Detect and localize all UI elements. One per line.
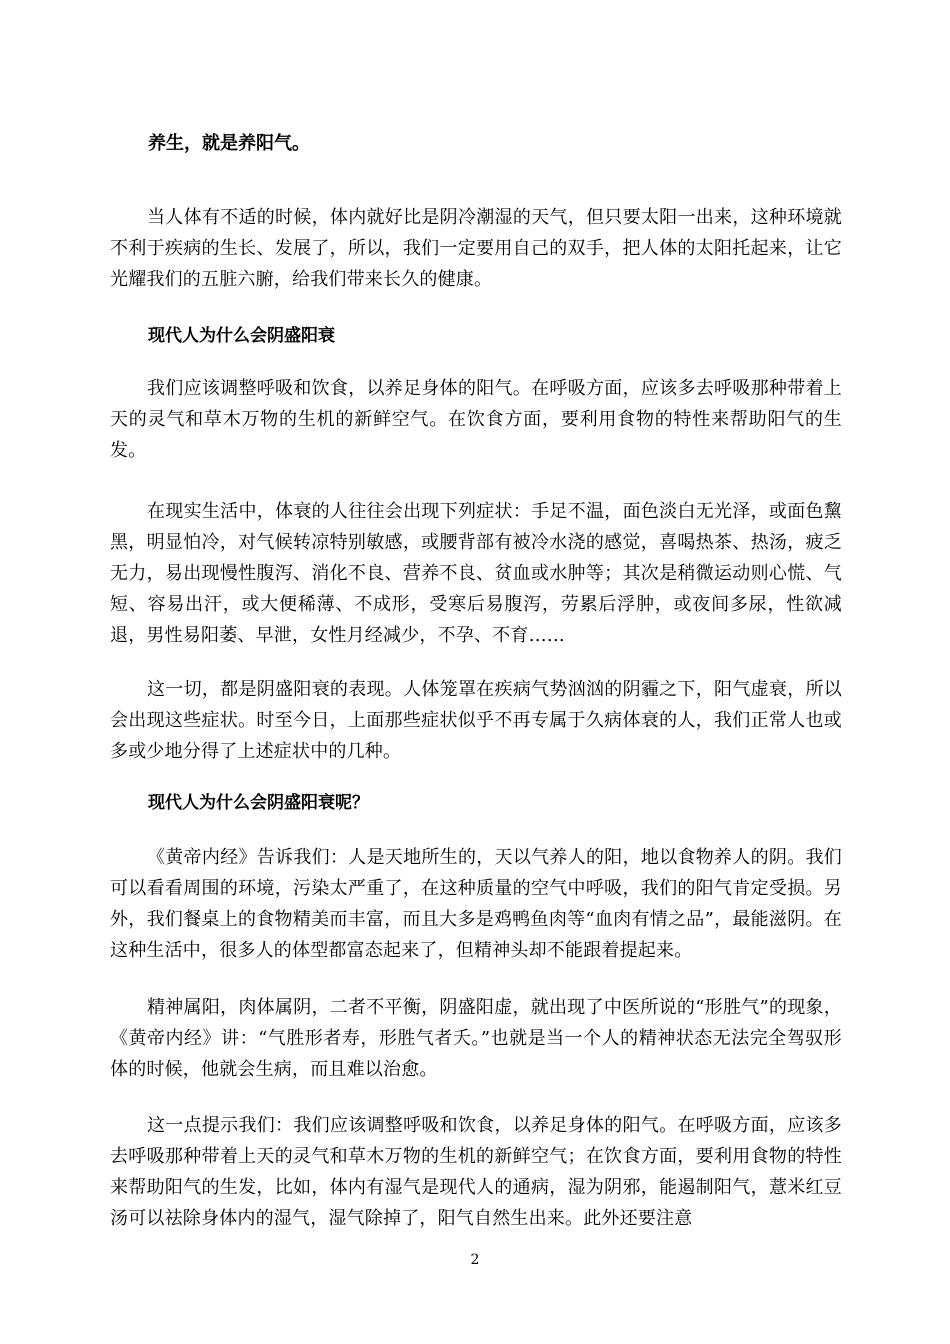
paragraph-7: 这一点提示我们：我们应该调整呼吸和饮食，以养足身体的阳气。在呼吸方面，应该多去呼吸那种带着上天的灵气和草木万物的生机的新鲜空气；在饮食方面，要利用食物的特性来帮助阳气的生发，比如，体内有湿气是现代人的通病，湿为阴邪，能遏制阳气，薏米红豆汤可以祛除身体内的湿气，湿气除掉了，阳气自然生出来。此外还要注意 xyxy=(110,1115,842,1229)
paragraph-6: 精神属阳，肉体属阴，二者不平衡，阴盛阳虚，就出现了中医所说的“形胜气”的现象，《黄帝内经》讲：“气胜形者寿，形胜气者夭。”也就是当一个人的精神状态无法完全驾驭形体的时候，他就会生病，而且难以治愈。 xyxy=(110,997,842,1080)
paragraph-4: 这一切，都是阴盛阳衰的表现。人体笼罩在疾病气势汹汹的阴霾之下，阳气虚衰，所以会出现这些症状。时至今日，上面那些症状似乎不再专属于久病体衰的人，我们正常人也或多或少地分得了上述症状中的几种。 xyxy=(110,679,842,762)
paragraph-1: 当人体有不适的时候，体内就好比是阴冷潮湿的天气，但只要太阳一出来，这种环境就不利于疾病的生长、发展了，所以，我们一定要用自己的双手，把人体的太阳托起来，让它光耀我们的五脏六腑，给我们带来长久的健康。 xyxy=(110,207,842,290)
paragraph-2: 我们应该调整呼吸和饮食，以养足身体的阳气。在呼吸方面，应该多去呼吸那种带着上天的灵气和草木万物的生机的新鲜空气。在饮食方面，要利用食物的特性来帮助阳气的生发。 xyxy=(110,378,842,461)
page-title: 养生，就是养阳气。 xyxy=(148,133,310,154)
section-heading-1: 现代人为什么会阴盛阳衰 xyxy=(148,326,335,346)
page-number: 2 xyxy=(470,1252,480,1268)
section-heading-2: 现代人为什么会阴盛阳衰呢？ xyxy=(148,793,369,813)
paragraph-3: 在现实生活中，体衰的人往往会出现下列症状：手足不温，面色淡白无光泽，或面色黧黑，明显怕冷，对气候转凉特别敏感，或腰背部有被冷水浇的感觉，喜喝热茶、热汤，疲乏无力，易出现慢性腹泻、消化不良、营养不良、贫血或水肿等；其次是稍微运动则心慌、气短、容易出汗，或大便稀薄、不成形，受寒后易腹泻，劳累后浮肿，或夜间多尿，性欲减退，男性易阳萎、早泄，女性月经减少，不孕、不育…… xyxy=(110,501,842,646)
paragraph-5: 《黄帝内经》告诉我们：人是天地所生的，天以气养人的阳，地以食物养人的阴。我们可以看看周围的环境，污染太严重了，在这种质量的空气中呼吸，我们的阳气肯定受损。另外，我们餐桌上的食物精美而丰富，而且大多是鸡鸭鱼肉等“血肉有情之品”，最能滋阴。在这种生活中，很多人的体型都富态起来了，但精神头却不能跟着提起来。 xyxy=(110,847,842,961)
